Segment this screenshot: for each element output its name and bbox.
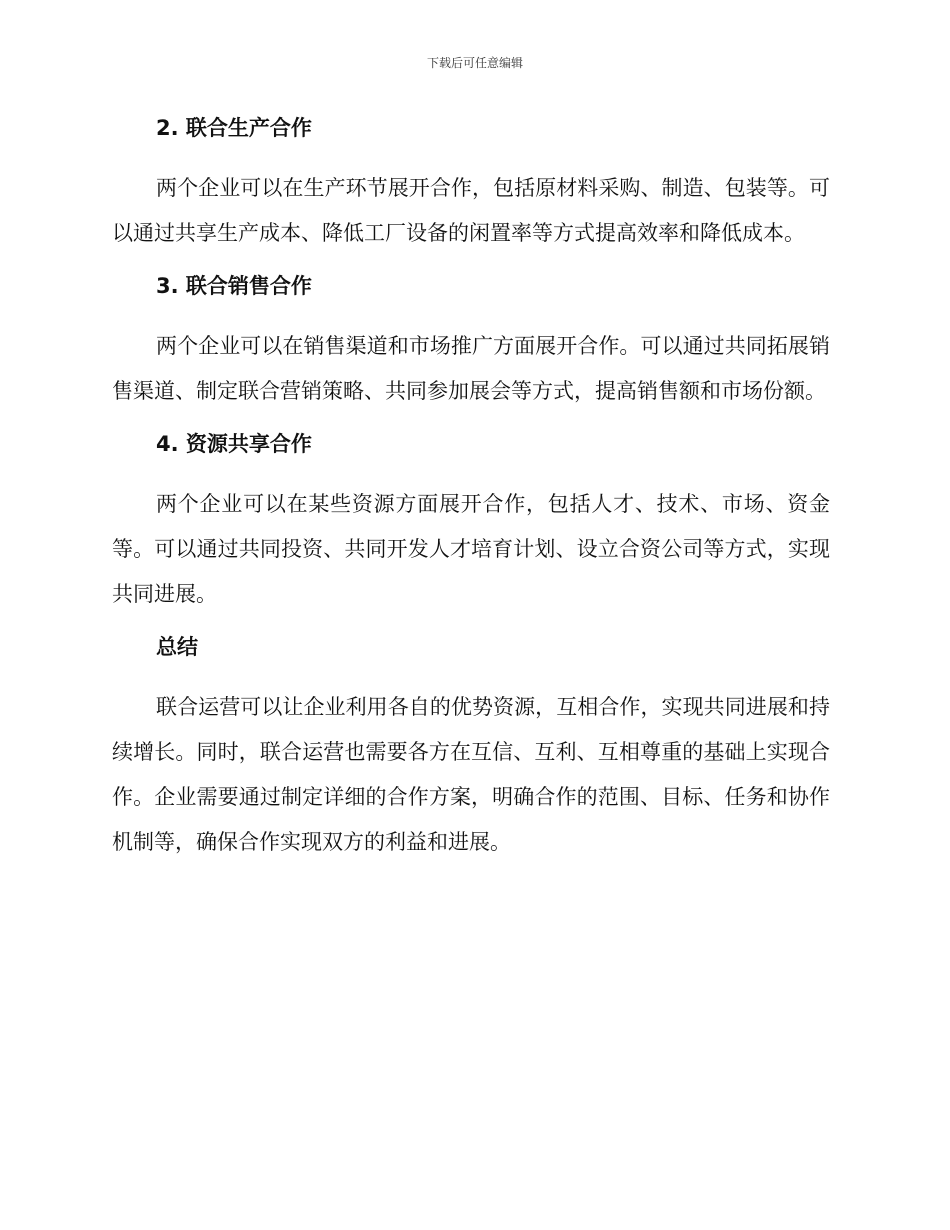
section-paragraph: 两个企业可以在销售渠道和市场推广方面展开合作。可以通过共同拓展销售渠道、制定联合营销策略、共同参加展会等方式，提高销售额和市场份额。 xyxy=(112,334,830,403)
page-header-note: 下载后可任意编辑 xyxy=(426,56,523,70)
section-heading: 总结 xyxy=(156,635,198,659)
section-heading: 3. 联合销售合作 xyxy=(156,274,312,298)
section-paragraph: 联合运营可以让企业利用各自的优势资源，互相合作，实现共同进展和持续增长。同时，联合运营也需要各方在互信、互利、互相尊重的基础上实现合作。企业需要通过制定详细的合作方案，明确合作的范围、目标、任务和协作机制等，确保合作实现双方的利益和进展。 xyxy=(112,695,830,854)
section-joint-production xyxy=(112,112,830,270)
section-resource-sharing xyxy=(112,428,830,631)
section-heading: 4. 资源共享合作 xyxy=(156,432,312,456)
document-body xyxy=(112,112,830,865)
section-paragraph: 两个企业可以在某些资源方面展开合作，包括人才、技术、市场、资金等。可以通过共同投资、共同开发人才培育计划、设立合资公司等方式，实现共同进展。 xyxy=(112,492,830,606)
section-paragraph: 两个企业可以在生产环节展开合作，包括原材料采购、制造、包装等。可以通过共享生产成本、降低工厂设备的闲置率等方式提高效率和降低成本。 xyxy=(112,176,830,245)
section-summary xyxy=(112,631,830,865)
section-heading: 2. 联合生产合作 xyxy=(156,116,312,140)
section-joint-sales xyxy=(112,270,830,428)
